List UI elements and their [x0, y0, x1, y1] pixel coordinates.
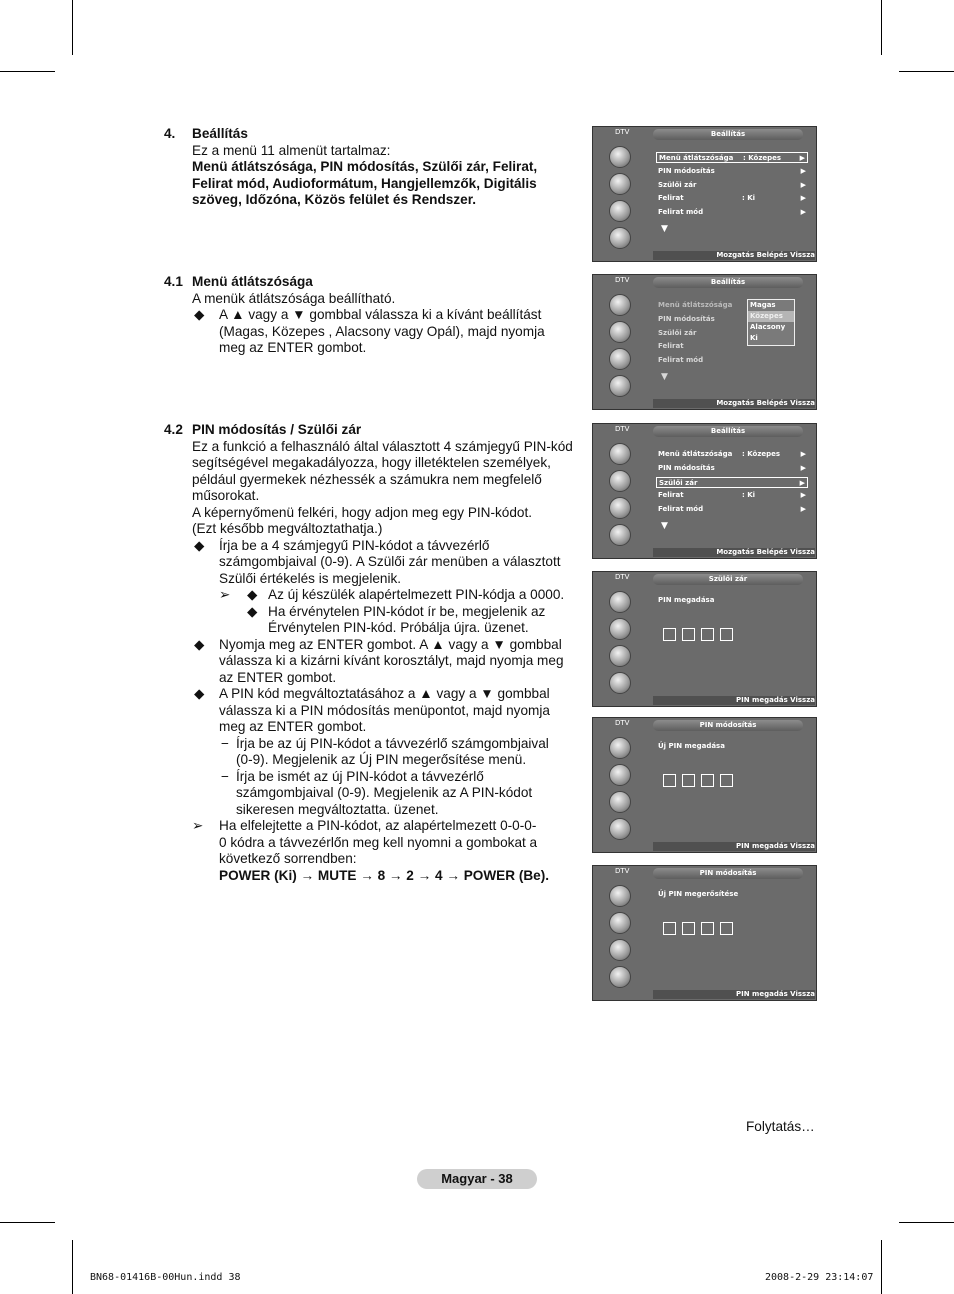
osd-item-pin-change[interactable]: PIN módosítás ▶ [658, 464, 806, 472]
bullet-icon: ◆ [194, 537, 205, 553]
crop-mark [899, 71, 954, 72]
osd-bottom-bar: PIN megadás Vissza [653, 990, 815, 999]
text-line: Menü átlátszósága, PIN módosítás, Szülői zár, Felirat, [192, 159, 538, 174]
dtv-label: DTV [615, 425, 630, 433]
picture-icon [609, 294, 631, 316]
text-line: Ez a menü 11 almenüt tartalmaz: [192, 142, 391, 158]
text-line: az ENTER gombot. [219, 669, 337, 685]
arrow-right-icon: ▶ [800, 491, 806, 499]
bullet-icon: ◆ [247, 587, 258, 602]
section-4-2 [164, 422, 589, 892]
dtv-label: DTV [615, 276, 630, 284]
sound-icon [609, 321, 631, 343]
arrow-down-icon: ▼ [661, 521, 668, 531]
text-line: Ha érvénytelen PIN-kódot ír be, megjelenik az [268, 603, 546, 619]
osd-sidebar [594, 587, 650, 696]
crop-mark [881, 1240, 882, 1294]
osd-setup-menu [592, 126, 817, 262]
pin-input[interactable] [663, 628, 739, 645]
text-line: A PIN kód megváltoztatásához a ▲ vagy a ▼ gombbal [219, 686, 550, 701]
osd-item-subtitle-mode[interactable]: Felirat mód ▶ [658, 208, 806, 216]
text-line: Ez a funkció a felhasználó által választott 4 számjegyű PIN-kód [192, 438, 573, 454]
osd-title: Szülői zár [653, 574, 803, 585]
crop-mark [72, 1240, 73, 1294]
osd-confirm-pin [592, 865, 817, 1001]
dtv-label: DTV [615, 128, 630, 136]
setup-gear-icon [609, 200, 631, 222]
osd-item-subtitle[interactable]: Felirat : Ki ▶ [658, 491, 806, 499]
osd-item-subtitle[interactable]: Felirat [658, 342, 684, 350]
osd-bottom-bar: PIN megadás Vissza [653, 842, 815, 851]
option-off[interactable]: Ki [750, 334, 758, 342]
pin-input[interactable] [663, 922, 739, 939]
section-title: PIN módosítás / Szülői zár [192, 422, 362, 437]
osd-bottom-bar: Mozgatás Belépés Vissza [653, 251, 815, 260]
text-line: szöveg, Időzóna, Közös felület és Rendszer. [192, 192, 477, 207]
osd-item-pin-change[interactable]: PIN módosítás [658, 315, 715, 323]
arrow-down-icon: ▼ [661, 224, 668, 234]
text-line: (Magas, Közepes , Alacsony vagy Opál), majd nyomja [219, 323, 545, 339]
input-icon [609, 672, 631, 694]
osd-parental-pin [592, 571, 817, 707]
option-low[interactable]: Alacsony [750, 323, 786, 331]
text-line: válassza ki a PIN módosítás menüpontot, majd nyomja [219, 702, 550, 718]
text-line: Nyomja meg az ENTER gombot. A ▲ vagy a ▼ gombbal [219, 636, 562, 652]
arrow-right-icon: ▶ [800, 464, 806, 472]
text-line: meg az ENTER gombot. [219, 719, 367, 734]
section-4-1 [164, 274, 584, 364]
section-number: 4.1 [164, 274, 183, 289]
osd-pane [653, 588, 815, 696]
continue-text: Folytatás… [746, 1119, 815, 1134]
text-line: (0-9). Megjelenik az Új PIN megerősítése menü. [236, 752, 527, 767]
note-arrow-icon: ➢ [219, 587, 231, 602]
crop-mark [0, 71, 55, 72]
section-4 [164, 126, 584, 216]
osd-pane [653, 882, 815, 990]
osd-bottom-bar: PIN megadás Vissza [653, 696, 815, 705]
text-line: segítségével megakadályozza, hogy illetéktelen személyek, [192, 455, 551, 470]
arrow-right-icon: ▶ [800, 194, 806, 202]
setup-gear-icon [609, 497, 631, 519]
arrow-down-icon: ▼ [661, 372, 668, 382]
pin-label: Új PIN megerősítése [658, 890, 739, 898]
dtv-label: DTV [615, 719, 630, 727]
text-line: Felirat mód, Audioformátum, Hangjellemzők, Digitális [192, 175, 537, 191]
text-line: Érvénytelen PIN-kód. Próbálja újra. üzenet. [268, 620, 529, 635]
osd-sidebar [594, 733, 650, 842]
osd-item-subtitle-mode[interactable]: Felirat mód [658, 356, 704, 364]
section-title: Beállítás [192, 126, 248, 141]
pin-label: Új PIN megadása [658, 742, 725, 750]
crop-mark [72, 0, 73, 55]
input-icon [609, 227, 631, 249]
text-line: Szülői értékelés is megjelenik. [219, 570, 402, 586]
osd-title: Beállítás [653, 277, 803, 288]
page-number: Magyar - 38 [417, 1169, 537, 1189]
osd-item-transparency[interactable]: Menü átlátszósága : Közepes ▶ [656, 152, 808, 163]
dtv-label: DTV [615, 573, 630, 581]
text-line: 0 kódra a távvezérlőn meg kell nyomni a gombokat a [219, 834, 538, 850]
dash-icon: − [221, 768, 229, 784]
text-line: Az új készülék alapértelmezett PIN-kódja a 0000. [268, 587, 565, 602]
text-line: következő sorrendben: [219, 851, 357, 866]
bullet-icon: ◆ [194, 686, 205, 701]
osd-title: PIN módosítás [653, 720, 803, 731]
osd-pane [653, 734, 815, 842]
picture-icon [609, 443, 631, 465]
arrow-right-icon: ▶ [800, 208, 806, 216]
sound-icon [609, 764, 631, 786]
input-icon [609, 375, 631, 397]
setup-gear-icon [609, 939, 631, 961]
arrow-right-icon: ▶ [800, 450, 806, 458]
pin-input[interactable] [663, 774, 739, 791]
input-icon [609, 818, 631, 840]
text-line: Írja be a 4 számjegyű PIN-kódot a távvezérlő [219, 537, 490, 553]
option-high[interactable]: Magas [750, 301, 776, 309]
text-line: műsorokat. [192, 488, 260, 503]
pin-label: PIN megadása [658, 596, 715, 604]
osd-bottom-bar: Mozgatás Belépés Vissza [653, 548, 815, 557]
arrow-right-icon: ▶ [800, 167, 806, 175]
transparency-options[interactable] [747, 299, 795, 346]
osd-pane [653, 440, 815, 548]
text-line: meg az ENTER gombot. [219, 340, 367, 355]
crop-mark [899, 1222, 954, 1223]
text-line: Írja be az új PIN-kódot a távvezérlő számgombjaival [236, 735, 549, 751]
sound-icon [609, 173, 631, 195]
text-line: (Ezt később megváltoztathatja.) [192, 521, 383, 536]
osd-sidebar [594, 290, 650, 399]
bullet-icon: ◆ [194, 636, 205, 652]
arrow-right-icon: ▶ [799, 479, 805, 487]
bullet-icon: ◆ [247, 603, 258, 619]
bullet-icon: ◆ [194, 307, 205, 322]
sound-icon [609, 470, 631, 492]
crop-mark [0, 1222, 55, 1223]
text-line: Írja be ismét az új PIN-kódot a távvezérlő [236, 768, 484, 784]
osd-new-pin [592, 717, 817, 853]
text-line: A ▲ vagy a ▼ gombbal válassza ki a kívánt beállítást [219, 307, 542, 322]
arrow-right-icon: ▶ [799, 154, 805, 162]
osd-item-pin-change[interactable]: PIN módosítás ▶ [658, 167, 806, 175]
file-name: BN68-01416B-00Hun.indd 38 [90, 1272, 241, 1283]
osd-pane [653, 143, 815, 251]
osd-sidebar [594, 439, 650, 548]
setup-gear-icon [609, 791, 631, 813]
picture-icon [609, 737, 631, 759]
osd-sidebar [594, 142, 650, 251]
osd-item-transparency[interactable]: Menü átlátszósága [658, 301, 733, 309]
note-arrow-icon: ➢ [192, 818, 204, 833]
text-line: Ha elfelejtette a PIN-kódot, az alapértelmezett 0-0-0- [219, 818, 537, 833]
text-line: sikeresen megváltoztatta. üzenet. [236, 801, 439, 817]
text-line: A képernyőmenü felkéri, hogy adjon meg egy PIN-kódot. [192, 504, 533, 520]
setup-gear-icon [609, 645, 631, 667]
osd-item-transparency[interactable]: Menü átlátszósága : Közepes ▶ [658, 450, 806, 458]
sound-icon [609, 618, 631, 640]
section-title: Menü átlátszósága [192, 274, 313, 289]
osd-title: Beállítás [653, 129, 803, 140]
input-icon [609, 966, 631, 988]
text-line: számgombjaival (0-9). A Szülői zár menüben a választott [219, 554, 561, 569]
section-number: 4. [164, 126, 176, 141]
osd-item-subtitle-mode[interactable]: Felirat mód ▶ [658, 505, 806, 513]
section-number: 4.2 [164, 422, 183, 437]
osd-title: Beállítás [653, 426, 803, 437]
dtv-label: DTV [615, 867, 630, 875]
picture-icon [609, 885, 631, 907]
text-line: számgombjaival (0-9). Megjelenik az A PIN-kódot [236, 785, 533, 800]
picture-icon [609, 146, 631, 168]
text-line: válassza ki a kizárni kívánt korosztályt, majd nyomja meg [219, 653, 564, 668]
power-sequence: POWER (Ki) → MUTE → 8 → 2 → 4 → POWER (Be). [219, 867, 550, 883]
osd-item-subtitle[interactable]: Felirat : Ki ▶ [658, 194, 806, 202]
arrow-right-icon: ▶ [800, 181, 806, 189]
osd-bottom-bar: Mozgatás Belépés Vissza [653, 399, 815, 408]
osd-transparency-dropdown [592, 274, 817, 410]
sound-icon [609, 912, 631, 934]
dash-icon: − [221, 735, 229, 751]
osd-item-parental-lock[interactable]: Szülői zár [658, 329, 697, 337]
osd-item-parental-lock[interactable]: Szülői zár ▶ [658, 181, 806, 189]
osd-setup-parental [592, 423, 817, 559]
text-line: például gyermekek nézhessék a számukra nem megfelelő [192, 471, 542, 487]
arrow-right-icon: ▶ [800, 505, 806, 513]
osd-sidebar [594, 881, 650, 990]
setup-gear-icon [609, 348, 631, 370]
crop-mark [881, 0, 882, 55]
text-line: A menük átlátszósága beállítható. [192, 290, 396, 306]
input-icon [609, 524, 631, 546]
osd-title: PIN módosítás [653, 868, 803, 879]
print-date: 2008-2-29 23:14:07 [765, 1272, 874, 1283]
osd-item-parental-lock[interactable]: Szülői zár ▶ [656, 477, 808, 488]
picture-icon [609, 591, 631, 613]
option-medium[interactable]: Közepes [748, 311, 794, 322]
